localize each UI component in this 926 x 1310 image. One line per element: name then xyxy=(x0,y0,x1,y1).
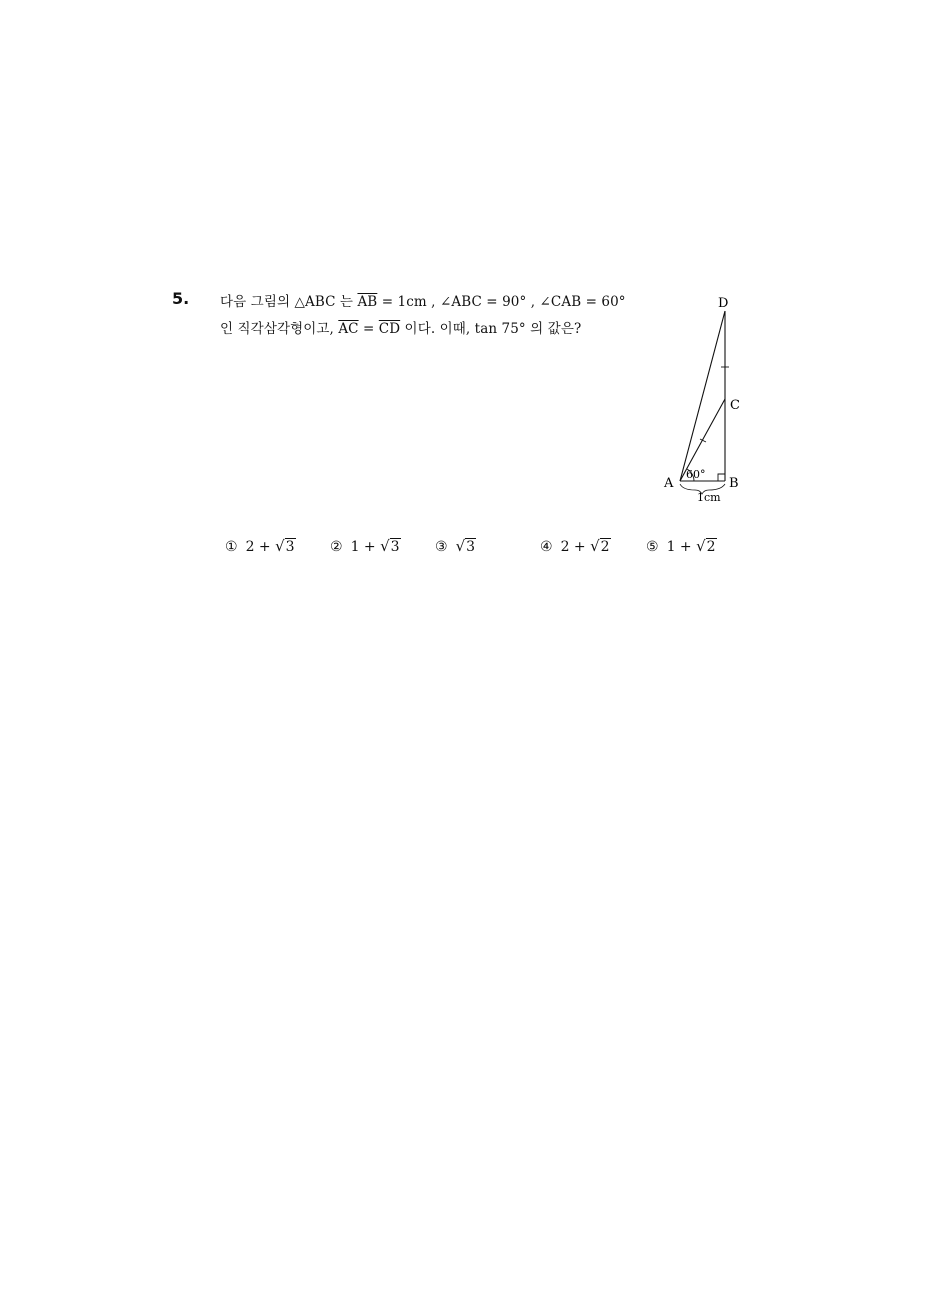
choice-4[interactable] xyxy=(540,537,611,555)
triangle-figure xyxy=(655,290,755,505)
segment-ad-line xyxy=(680,311,725,481)
question-text-part: 이다. 이때, tan 75° 의 값은? xyxy=(400,321,582,337)
sqrt-icon: √ xyxy=(455,537,466,555)
choice-5[interactable] xyxy=(646,537,717,555)
sqrt-icon: √ xyxy=(590,537,600,555)
length-label: 1cm xyxy=(697,491,721,504)
sqrt-icon: √ xyxy=(380,537,390,555)
label-c: C xyxy=(730,398,740,413)
choice-radicand: 2 xyxy=(706,539,716,555)
choice-mark: ③ xyxy=(435,539,448,555)
choice-mark: ① xyxy=(225,539,238,555)
equals-sign: = xyxy=(358,321,379,337)
segment-ab: $\overline{AB}$ xyxy=(357,294,378,310)
question-text-part: 인 직각삼각형이고, xyxy=(220,321,339,337)
question-text-part: = 1cm , ∠ABC = 90° , ∠CAB = 60° xyxy=(377,294,626,310)
question-text-part: 다음 그림의 △ABC 는 xyxy=(220,294,358,310)
choice-prefix: 1 + xyxy=(350,539,381,555)
choice-mark: ⑤ xyxy=(646,539,659,555)
question-text-line-2 xyxy=(220,317,581,337)
choice-1[interactable] xyxy=(225,537,296,555)
choice-mark: ② xyxy=(330,539,343,555)
segment-ac: $\overline{AC}$ xyxy=(338,321,359,337)
choice-prefix: 2 + xyxy=(560,539,591,555)
label-b: B xyxy=(729,476,739,491)
segment-cd: $\overline{CD}$ xyxy=(378,321,401,337)
sqrt-icon: √ xyxy=(275,537,285,555)
label-d: D xyxy=(718,296,729,311)
choice-radicand: 3 xyxy=(390,539,400,555)
right-angle-mark xyxy=(718,474,725,481)
choice-2[interactable] xyxy=(330,537,401,555)
angle-label: 60° xyxy=(686,468,706,481)
label-a: A xyxy=(664,476,674,491)
question-text-line-1 xyxy=(220,290,626,310)
sqrt-icon: √ xyxy=(696,537,706,555)
question-number: 5. xyxy=(172,289,190,308)
choice-radicand: 2 xyxy=(600,539,610,555)
choice-radicand: 3 xyxy=(285,539,295,555)
choice-radicand: 3 xyxy=(466,539,476,555)
choice-3[interactable] xyxy=(435,537,476,555)
choice-prefix: 1 + xyxy=(666,539,697,555)
choice-mark: ④ xyxy=(540,539,553,555)
choice-prefix: 2 + xyxy=(245,539,276,555)
